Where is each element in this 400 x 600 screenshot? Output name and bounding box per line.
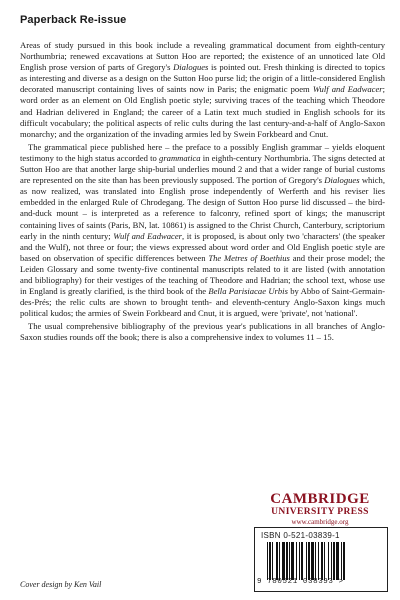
barcode-bar <box>269 542 271 580</box>
publisher-name: CAMBRIDGE <box>270 491 370 507</box>
barcode-bar <box>276 542 278 580</box>
barcode-bar <box>267 542 268 580</box>
barcode-bar <box>296 542 297 580</box>
barcode-bar <box>341 542 342 580</box>
barcode-bar <box>318 542 319 580</box>
barcode-bar <box>331 542 332 580</box>
barcode-bar <box>328 542 329 580</box>
isbn-label: ISBN 0-521-03839-1 <box>261 531 340 540</box>
barcode-icon <box>267 542 379 580</box>
barcode-bar <box>272 542 273 580</box>
barcode-number: 9 780521 038393 > <box>257 578 344 586</box>
barcode-bar <box>308 542 310 580</box>
barcode-bar <box>315 542 316 580</box>
barcode-bar <box>291 542 294 580</box>
barcode-bar <box>336 542 339 580</box>
barcode-bar <box>311 542 314 580</box>
barcode-bar <box>279 542 280 580</box>
publisher-logo <box>254 492 386 527</box>
barcode-bar <box>282 542 285 580</box>
cover-design-credit: Cover design by Ken Vail <box>20 580 102 589</box>
blurb-paragraph-1: Areas of study pursued in this book include a revealing grammatical document from eighth-century Northumbria; renewed excavations at Sutton Hoo are reported; the existence of an unnoticed late Old English prose version of parts of Gregory's Dialogues is pointed out. Fresh thinking is directed to topics as interesting and diverse as a design on the Sutton Hoo purse lid; the origin of a little-considered English decorated manuscript containing lives of saints now in Paris; the enigmatic poem Wulf and Eadwacer; word order as an element on Old English poetic style; surviving traces of the teaching which Theodore and Hadrian delivered in England; the career of a Latin text much studied in English schools for its difficult vocabulary; the political aspects of relic cults during the last century-and-a-half of Anglo-Saxon monarchy; and the organization of the invading armies led by Swein Forkbeard and Cnut. <box>20 40 385 139</box>
publisher-url: www.cambridge.org <box>291 518 349 526</box>
barcode-bar <box>321 542 323 580</box>
blurb-paragraph-3: The usual comprehensive bibliography of the previous year's publications in all branches of Anglo-Saxon studies rounds off the book; there is also a comprehensive index to volumes 11 – 15. <box>20 321 385 343</box>
barcode-bar <box>301 542 303 580</box>
barcode-bar <box>306 542 307 580</box>
barcode-bar <box>299 542 300 580</box>
barcode-bar <box>324 542 325 580</box>
barcode-bar <box>343 542 345 580</box>
barcode-bar <box>286 542 288 580</box>
barcode-bar <box>333 542 335 580</box>
publisher-press: UNIVERSITY PRESS <box>271 507 369 517</box>
blurb-paragraph-2: The grammatical piece published here – the preface to a possibly English grammar – yields eloquent testimony to the high status accorded to grammatica in eighth-century Northumbria. The signs detected at Sutton Hoo are that another large ship-burial underlies mound 2 and that a wider range of burial customs are represented on the site than has been previously supposed. The portion of Gregory's Dialogues which, as now realized, was translated into English prose independently of Werferth and his reviser lies embedded in the enlarged Rule of Chrodegang. The design of Sutton Hoo purse lid discussed – the bird-and-duck mount – is interpreted as a reference to falconry, refined sport of kings; the manuscript containing lives of saints (Paris, BN, lat. 10861) is assigned to the Christ Church, Canterbury, scriptorium early in the ninth century; Wulf and Eadwacer, it is proposed, is about only two 'characters' (the speaker and the Wulf), not three or four; the views expressed about word order and Old English poetic style are based on observation of specific differences between The Metres of Boethius and their prose model; the Leiden Glossary and some twenty-five continental manuscripts related to it are listed (with annotation and bibliography) for their vestiges of the teaching of Theodore and Hadrian; the school text, whose use in England is greatly clarified, is the third book of the Bella Parisiacae Urbis by Abbo of Saint-Germain-des-Prés; the relic cults are shown to brought tenth- and eleventh-century Anglo-Saxon kings much political kudos; the armies of Swein Forkbeard and Cnut, it is argued, were 'private', not 'national'. <box>20 141 386 319</box>
barcode-box <box>254 527 388 592</box>
edition-label: Paperback Re-issue <box>20 14 127 26</box>
barcode-bar <box>289 542 290 580</box>
blurb-text <box>20 40 385 346</box>
